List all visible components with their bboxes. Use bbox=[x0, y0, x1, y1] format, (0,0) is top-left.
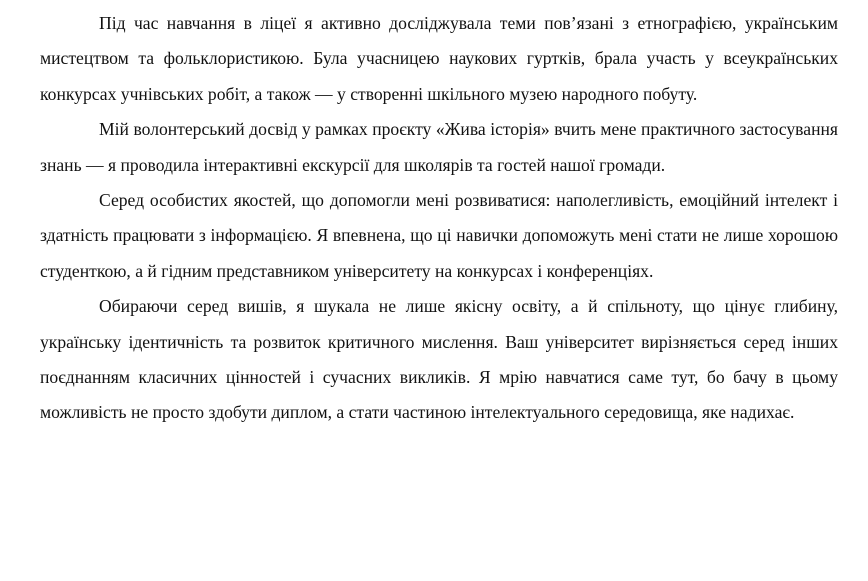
paragraph-lyceum-studies: Під час навчання в ліцеї я активно досліджувала теми пов’язані з етнографією, українським мистецтвом та фольклористикою. Була учасницею наукових гуртків, брала участь у всеукраїнських конкурсах учнівських робіт, а також — у створенні шкільного музею народного побуту. bbox=[40, 13, 838, 104]
paragraph-personal-qualities: Серед особистих якостей, що допомогли мені розвиватися: наполегливість, емоційний інтелект і здатність працювати з інформацією. Я впевнена, що ці навички допоможуть мені стати не лише хорошою студенткою, а й гідним представником університету на конкурсах і конференціях. bbox=[40, 190, 838, 281]
paragraph-university-choice: Обираючи серед вишів, я шукала не лише якісну освіту, а й спільноту, що цінує глибину, українську ідентичність та розвиток критичного мислення. Ваш університет вирізняється серед інших поєднанням класичних цінностей і сучасних викликів. Я мрію навчатися саме тут, бо бачу в цьому можливість не просто здобути диплом, а стати частиною інтелектуального середовища, яке надихає. bbox=[40, 296, 838, 423]
paragraph-volunteer-experience: Мій волонтерський досвід у рамках проєкту «Жива історія» вчить мене практичного застосування знань — я проводила інтерактивні екскурсії для школярів та гостей нашої громади. bbox=[40, 119, 838, 175]
